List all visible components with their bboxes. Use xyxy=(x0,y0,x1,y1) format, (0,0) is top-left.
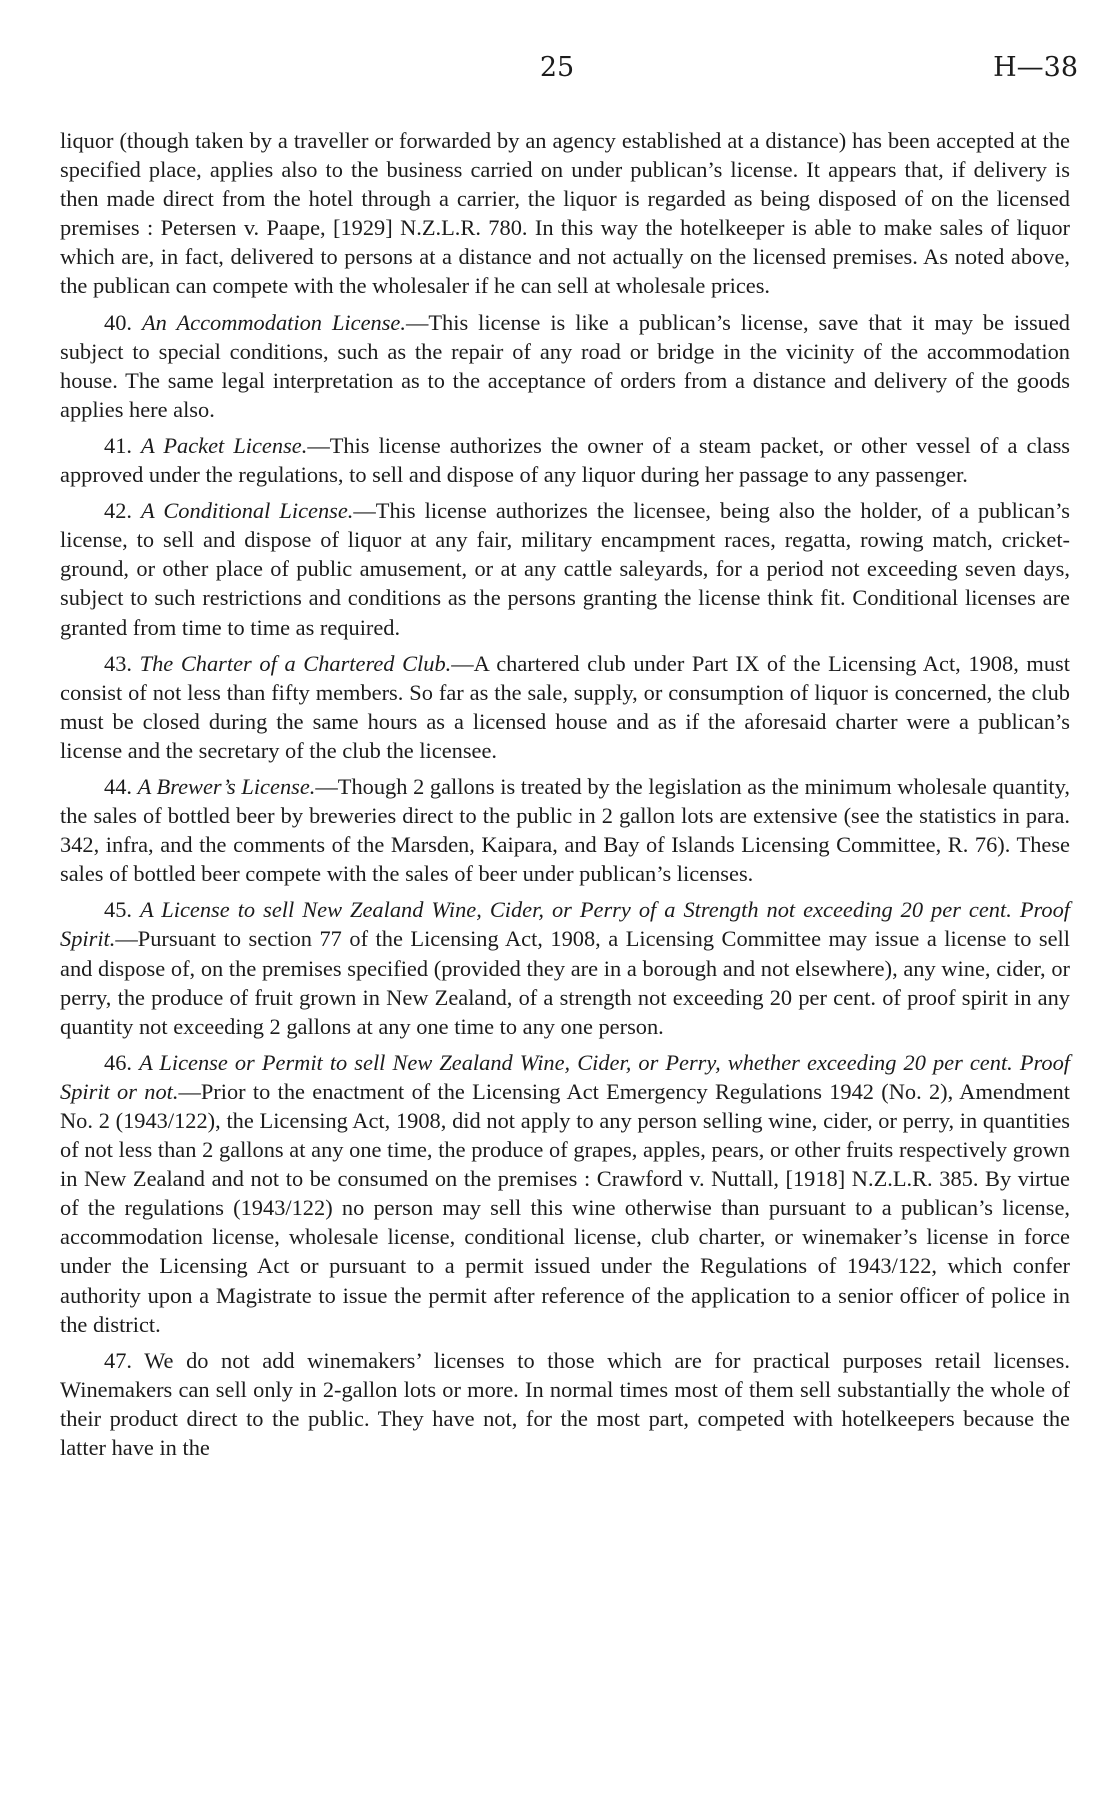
paragraph-number: 41. xyxy=(104,432,142,458)
heading-dash: — xyxy=(178,1078,201,1104)
paragraph-heading: A License to sell New Zealand Wine, Cider, or Perry of a Strength not exceeding 20 per cent. Proof Spirit. xyxy=(60,897,1070,952)
paragraph-text: Prior to the enactment of the Licensing Act Emergency Regulations 1942 (No. 2), Amendment No. 2 (1943/122), the Licensing Act, 1908, did not apply to any person selling wine, cider, or perry, in quantities of not less than 2 gallons at any one time, the produce of grapes, apples, pears, or other fruits respectively grown in New Zealand and not to be consumed on the premises : Crawford v. Nuttall, [1918] N.Z.L.R. 385. By virtue of the regulations (1943/122) no person may sell this wine otherwise than pursuant to a publican’s license, accommodation license, wholesale license, conditional license, club charter, or winemaker’s license in force under the Licensing Act or pursuant to a permit issued under the Regulations of 1943/122, which confer authority upon a Magistrate to issue the permit after reference of the application to a senior officer of police in the district. xyxy=(60,1078,1070,1337)
paragraph-40 xyxy=(60,308,1070,424)
paragraph-text: A chartered club under Part IX of the Licensing Act, 1908, must consist of not less than fifty members. So far as the sale, supply, or consumption of liquor is concerned, the club must be closed during the same hours as a licensed house and as if the aforesaid charter were a publican’s license and the secretary of the club the licensee. xyxy=(60,650,1070,763)
paragraph-number: 46. xyxy=(104,1049,140,1075)
paragraph-text: Pursuant to section 77 of the Licensing Act, 1908, a Licensing Committee may issue a license to sell and dispose of, on the premises specified (provided they are in a borough and not elsewhere), any wine, cider, or perry, the produce of fruit grown in New Zealand, of a strength not exceeding 20 per cent. of proof spirit in any quantity not exceeding 2 gallons at any one time to any one person. xyxy=(60,926,1070,1039)
paragraph-number: 43. xyxy=(104,650,140,676)
paragraph-number: 47. xyxy=(104,1347,145,1373)
paragraph-number: 45. xyxy=(104,897,140,923)
paragraph-text: We do not add winemakers’ licenses to those which are for practical purposes retail licenses. Winemakers can sell only in 2-gallon lots or more. In normal times most of them sell substantially the whole of their product direct to the public. They have not, for the most part, competed with hotelkeepers because the latter have in the xyxy=(60,1347,1070,1461)
paragraph-heading: An Accommodation License. xyxy=(142,309,406,335)
document-code: H—38 xyxy=(993,52,1078,83)
paragraph-text: This license authorizes the owner of a steam packet, or other vessel of a class approved under the regulations, to sell and dispose of any liquor during her passage to any passenger. xyxy=(60,432,1070,488)
paragraph-heading: A Packet License. xyxy=(141,432,308,458)
paragraph-number: 42. xyxy=(104,498,142,524)
heading-dash: — xyxy=(451,650,474,676)
heading-dash: — xyxy=(315,773,338,799)
paragraph-44 xyxy=(60,772,1070,888)
paragraph-text: Though 2 gallons is treated by the legislation as the minimum wholesale quantity, the sales of bottled beer by breweries direct to the public in 2 gallon lots are extensive (see the statistics in para. 342, infra, and the comments of the Marsden, Kaipara, and Bay of Islands Licensing Committee, R. 76). These sales of bottled beer compete with the sales of beer under publican’s licenses. xyxy=(60,773,1070,887)
paragraph-number: 44. xyxy=(104,773,138,799)
paragraph-45 xyxy=(60,895,1070,1040)
page-number: 25 xyxy=(539,52,575,83)
paragraph-heading: The Charter of a Chartered Club. xyxy=(139,650,452,676)
body-text xyxy=(60,126,1070,1469)
paragraph-46 xyxy=(60,1048,1070,1339)
paragraph-text: liquor (though taken by a traveller or forwarded by an agency established at a distance) has been accepted at the specified place, applies also to the business carried on under publican’s license. It appears that, if delivery is then made direct from the hotel through a carrier, the liquor is regarded as being disposed of on the licensed premises : Petersen v. Paape, [1929] N.Z.L.R. 780. In this way the hotelkeeper is able to make sales of liquor which are, in fact, delivered to persons at a distance and not actually on the licensed premises. As noted above, the publican can compete with the wholesaler if he can sell at wholesale prices. xyxy=(60,128,1070,299)
paragraph-heading: A License or Permit to sell New Zealand Wine, Cider, or Perry, whether exceeding 20 per cent. Proof Spirit or not. xyxy=(60,1049,1070,1104)
heading-dash: — xyxy=(307,432,330,458)
paragraph-43 xyxy=(60,649,1070,765)
paragraph-47 xyxy=(60,1346,1070,1462)
heading-dash: — xyxy=(115,926,138,952)
paragraph-text: This license is like a publican’s license, save that it may be issued subject to special conditions, such as the repair of any road or bridge in the vicinity of the accommodation house. The same legal interpretation as to the acceptance of orders from a distance and delivery of the goods applies here also. xyxy=(60,309,1070,422)
page-header xyxy=(0,52,1114,92)
paragraph-continued xyxy=(60,126,1070,301)
paragraph-text: This license authorizes the licensee, being also the holder, of a publican’s license, to sell and dispose of liquor at any fair, military encampment races, regatta, rowing match, cricket-ground, or other place of public amusement, or at any cattle saleyards, for a period not exceeding seven days, subject to such restrictions and conditions as the persons granting the license think fit. Conditional licenses are granted from time to time as required. xyxy=(60,498,1071,640)
paragraph-heading: A Brewer’s License. xyxy=(137,773,316,799)
paragraph-heading: A Conditional License. xyxy=(141,498,354,524)
heading-dash: — xyxy=(405,309,429,335)
paragraph-41 xyxy=(60,431,1070,489)
heading-dash: — xyxy=(353,498,376,524)
paragraph-number: 40. xyxy=(104,309,142,335)
paragraph-42 xyxy=(60,496,1070,641)
